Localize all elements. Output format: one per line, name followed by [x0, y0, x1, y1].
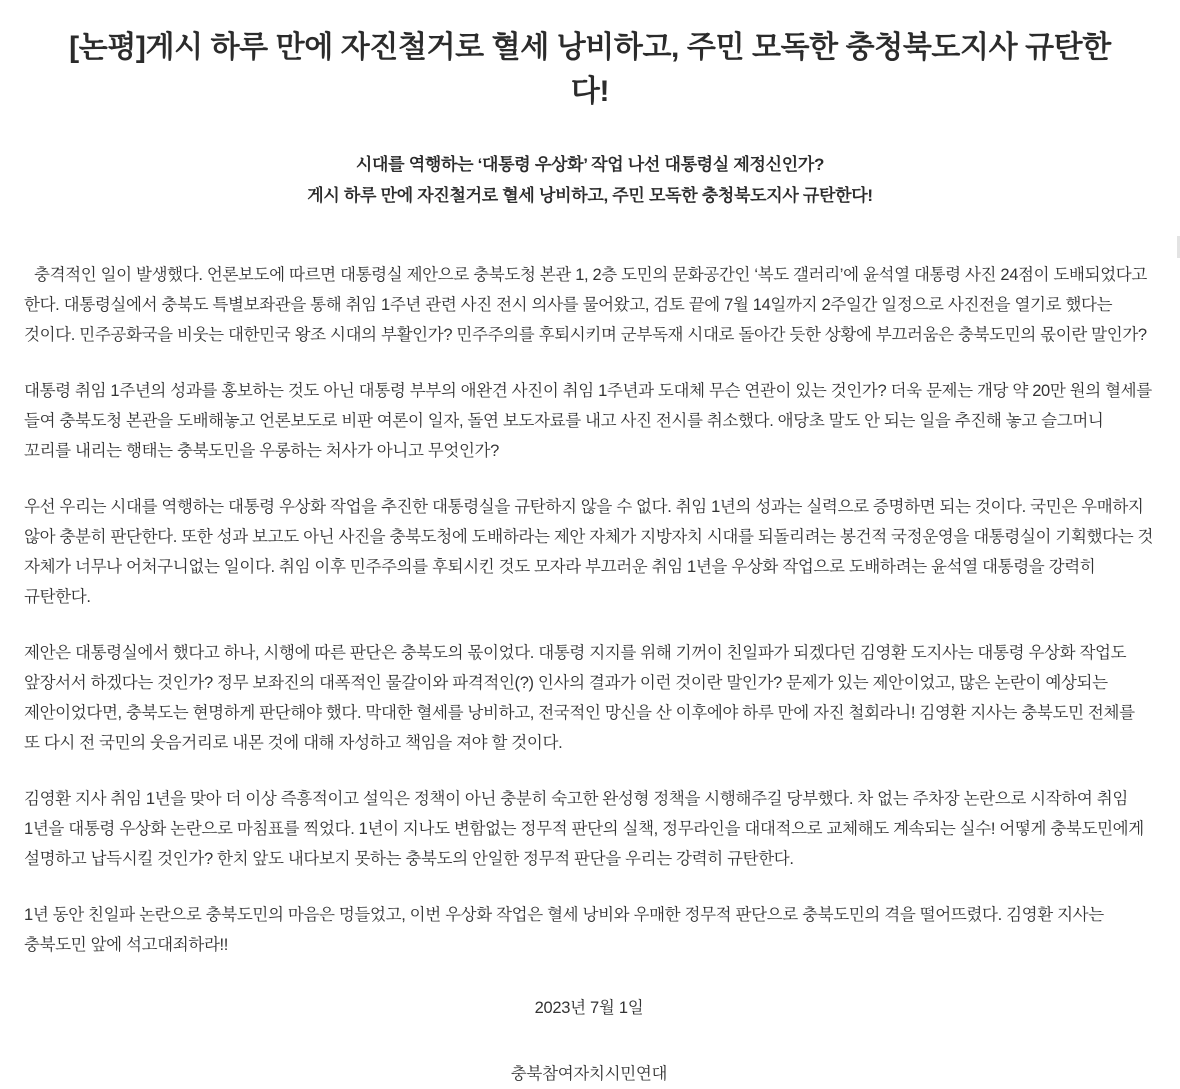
paragraph-2: 대통령 취임 1주년의 성과를 홍보하는 것도 아닌 대통령 부부의 애완견 사진이 취임 1주년과 도대체 무슨 연관이 있는 것인가? 더욱 문제는 개당 약 20만 원의 혈세를 들여 충북도청 본관을 도배해놓고 언론보도로 비판 여론이 일자, 돌연 보도자료를 내고 사진 전시를 취소했다. 애당초 말도 안 되는 일을 추진해 놓고 슬그머니 꼬리를 내리는 행태는 충북도민을 우롱하는 처사가 아니고 무엇인가?: [24, 381, 1152, 460]
paragraph-5: 김영환 지사 취임 1년을 맞아 더 이상 즉흥적이고 설익은 정책이 아닌 충분히 숙고한 완성형 정책을 시행해주길 당부했다. 차 없는 주차장 논란으로 시작하여 취임 1년을 대통령 우상화 논란으로 마침표를 찍었다. 1년이 지나도 변함없는 정무적 판단의 실책, 정무라인을 대대적으로 교체해도 계속되는 실수! 어떻게 충북도민에게 설명하고 납득시킬 것인가? 한치 앞도 내다보지 못하는 충북도의 안일한 정무적 판단을 우리는 강력히 규탄한다.: [24, 789, 1144, 868]
subtitle-line-1: 시대를 역행하는 ‘대통령 우상화’ 작업 나선 대통령실 제정신인가?: [355, 154, 825, 174]
subtitle-line-2: 게시 하루 만에 자진철거로 혈세 낭비하고, 주민 모독한 충청북도지사 규탄한다!: [307, 186, 873, 206]
document-body: [0, 260, 1180, 1089]
closing-date: 2023년 7월 1일: [534, 998, 644, 1017]
paragraph-1: 충격적인 일이 발생했다. 언론보도에 따르면 대통령실 제안으로 충북도청 본관 1, 2층 도민의 문화공간인 ‘복도 갤러리’에 윤석열 대통령 사진 24점이 도배되었다고 한다. 대통령실에서 충북도 특별보좌관을 통해 취임 1주년 관련 사진 전시 의사를 물어왔고, 검토 끝에 7월 14일까지 2주일간 일정으로 사진전을 열기로 했다는 것이다. 민주공화국을 비웃는 대한민국 왕조 시대의 부활인가? 민주주의를 후퇴시키며 군부독재 시대로 돌아간 듯한 상황에 부끄러움은 충북도민의 몫이란 말인가?: [24, 265, 1147, 344]
page-title: [논평]게시 하루 만에 자진철거로 혈세 낭비하고, 주민 모독한 충청북도지사 규탄한다!: [69, 31, 1111, 109]
paragraph-4: 제안은 대통령실에서 했다고 하나, 시행에 따른 판단은 충북도의 몫이었다. 대통령 지지를 위해 기꺼이 친일파가 되겠다던 김영환 도지사는 대통령 우상화 작업도 앞장서서 하겠다는 것인가? 정무 보좌진의 대폭적인 물갈이와 파격적인(?) 인사의 결과가 이런 것이란 말인가? 문제가 있는 제안이었고, 많은 논란이 예상되는 제안이었다면, 충북도는 현명하게 판단해야 했다. 막대한 혈세를 낭비하고, 전국적인 망신을 산 이후에야 하루 만에 자진 철회라니! 김영환 지사는 충북도민 전체를 또 다시 전 국민의 웃음거리로 내몬 것에 대해 자성하고 책임을 져야 할 것이다.: [24, 643, 1135, 752]
closing-organization: 충북참여자치시민연대: [510, 1064, 668, 1083]
paragraph-3: 우선 우리는 시대를 역행하는 대통령 우상화 작업을 추진한 대통령실을 규탄하지 않을 수 없다. 취임 1년의 성과는 실력으로 증명하면 되는 것이다. 국민은 우매하지 않아 충분히 판단한다. 또한 성과 보고도 아닌 사진을 충북도청에 도배하라는 제안 자체가 지방자치 시대를 되돌리려는 봉건적 국정운영을 대통령실이 기획했다는 것 자체가 너무나 어처구니없는 일이다. 취임 이후 민주주의를 후퇴시킨 것도 모자라 부끄러운 취임 1년을 우상화 작업으로 도배하려는 윤석열 대통령을 강력히 규탄한다.: [24, 497, 1154, 606]
title-block: [0, 0, 1180, 212]
paragraph-6: 1년 동안 친일파 논란으로 충북도민의 마음은 멍들었고, 이번 우상화 작업은 혈세 낭비와 우매한 정무적 판단으로 충북도민의 격을 떨어뜨렸다. 김영환 지사는 충북도민 앞에 석고대죄하라!!: [24, 905, 1104, 954]
closing-block: [24, 994, 1154, 1089]
subtitle-block: [60, 149, 1120, 212]
